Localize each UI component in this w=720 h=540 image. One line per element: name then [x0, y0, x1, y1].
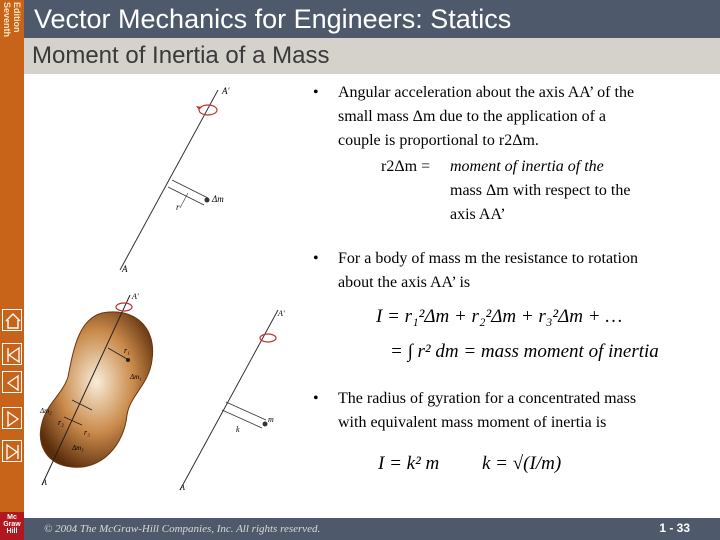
edition-label — [0, 0, 24, 60]
rigid-body-diagram — [32, 285, 182, 495]
last-slide-icon[interactable] — [2, 440, 22, 462]
body-diagram-label-dm1: Δm₁ — [130, 373, 142, 381]
edition-line1: Seventh — [2, 2, 12, 38]
right-diagram-label-m: m — [268, 415, 274, 424]
bullet2-line1: For a body of mass m the resistance to rotation — [338, 250, 638, 267]
first-slide-icon[interactable] — [2, 343, 22, 365]
body-diagram-label-a: A — [42, 478, 47, 487]
bullet3-line1: The radius of gyration for a concentrated mass — [338, 390, 637, 407]
bullet1-line2: small mass Δm due to the application of a — [338, 108, 607, 125]
body-diagram-label-r1: r₁ — [124, 346, 130, 355]
top-diagram-label-a-prime: A' — [222, 86, 230, 96]
slide-title: Vector Mechanics for Engineers: Statics — [34, 4, 512, 34]
copyright-text: © 2004 The McGraw-Hill Companies, Inc. All rights reserved. — [44, 523, 321, 535]
bullet-dot: • — [313, 390, 319, 407]
formula-integral: = ∫ r² dm = mass moment of inertia — [390, 341, 659, 362]
definition-rhs-line2: mass Δm with respect to the — [450, 182, 631, 199]
bullet2-line2: about the axis AA’ is — [338, 274, 471, 291]
bullet-dot: • — [313, 250, 319, 267]
right-diagram-label-k: k — [236, 425, 240, 434]
logo-line2: Graw — [3, 521, 21, 528]
axis-mass-diagram — [100, 80, 260, 275]
definition-rhs-line1: moment of inertia of the — [450, 158, 604, 175]
body-diagram-label-dm2: Δm₂ — [40, 407, 52, 415]
definition-rhs-line3: axis AA’ — [450, 206, 506, 223]
logo-line3: Hill — [6, 528, 18, 535]
right-diagram-label-a-prime: A' — [278, 309, 285, 318]
next-slide-icon[interactable] — [2, 407, 22, 429]
formula-gyration-inertia: I = k² m — [378, 453, 440, 474]
publisher-logo — [0, 512, 24, 540]
right-diagram-label-a: A — [180, 483, 185, 492]
body-diagram-label-r3: r₃ — [84, 428, 90, 437]
page-number: 1 - 33 — [659, 521, 690, 535]
subheader-bar — [24, 38, 720, 74]
top-diagram-label-a: A — [122, 264, 128, 274]
footer-bar — [24, 518, 720, 540]
top-diagram-label-dm: Δm — [212, 194, 224, 204]
edition-line2: Edition — [12, 2, 22, 33]
body-diagram-label-r2: r₂ — [58, 418, 64, 427]
definition-lhs: r2Δm = — [381, 158, 431, 175]
bullet-dot: • — [313, 84, 319, 101]
formula-gyration-radius: k = √(I/m) — [482, 453, 562, 474]
formula-sum-of-inertia: I = r₁²Δm + r₂²Δm + r₃²Δm + … — [376, 306, 623, 327]
body-diagram-label-a-prime: A' — [132, 292, 139, 301]
home-icon[interactable] — [2, 309, 22, 331]
header-bar — [24, 0, 720, 38]
logo-line1: Mc — [7, 514, 17, 521]
slide-subtitle: Moment of Inertia of a Mass — [32, 42, 330, 69]
top-diagram-label-r: r — [176, 202, 180, 212]
body-diagram-label-dm3: Δm₃ — [72, 444, 84, 452]
bullet1-line1: Angular acceleration about the axis AA’ of the — [338, 84, 635, 101]
bullet1-line3: couple is proportional to r2Δm. — [338, 132, 539, 149]
bullet3-line2: with equivalent mass moment of inertia is — [338, 414, 607, 431]
radius-of-gyration-diagram — [168, 300, 298, 495]
previous-slide-icon[interactable] — [2, 371, 22, 393]
